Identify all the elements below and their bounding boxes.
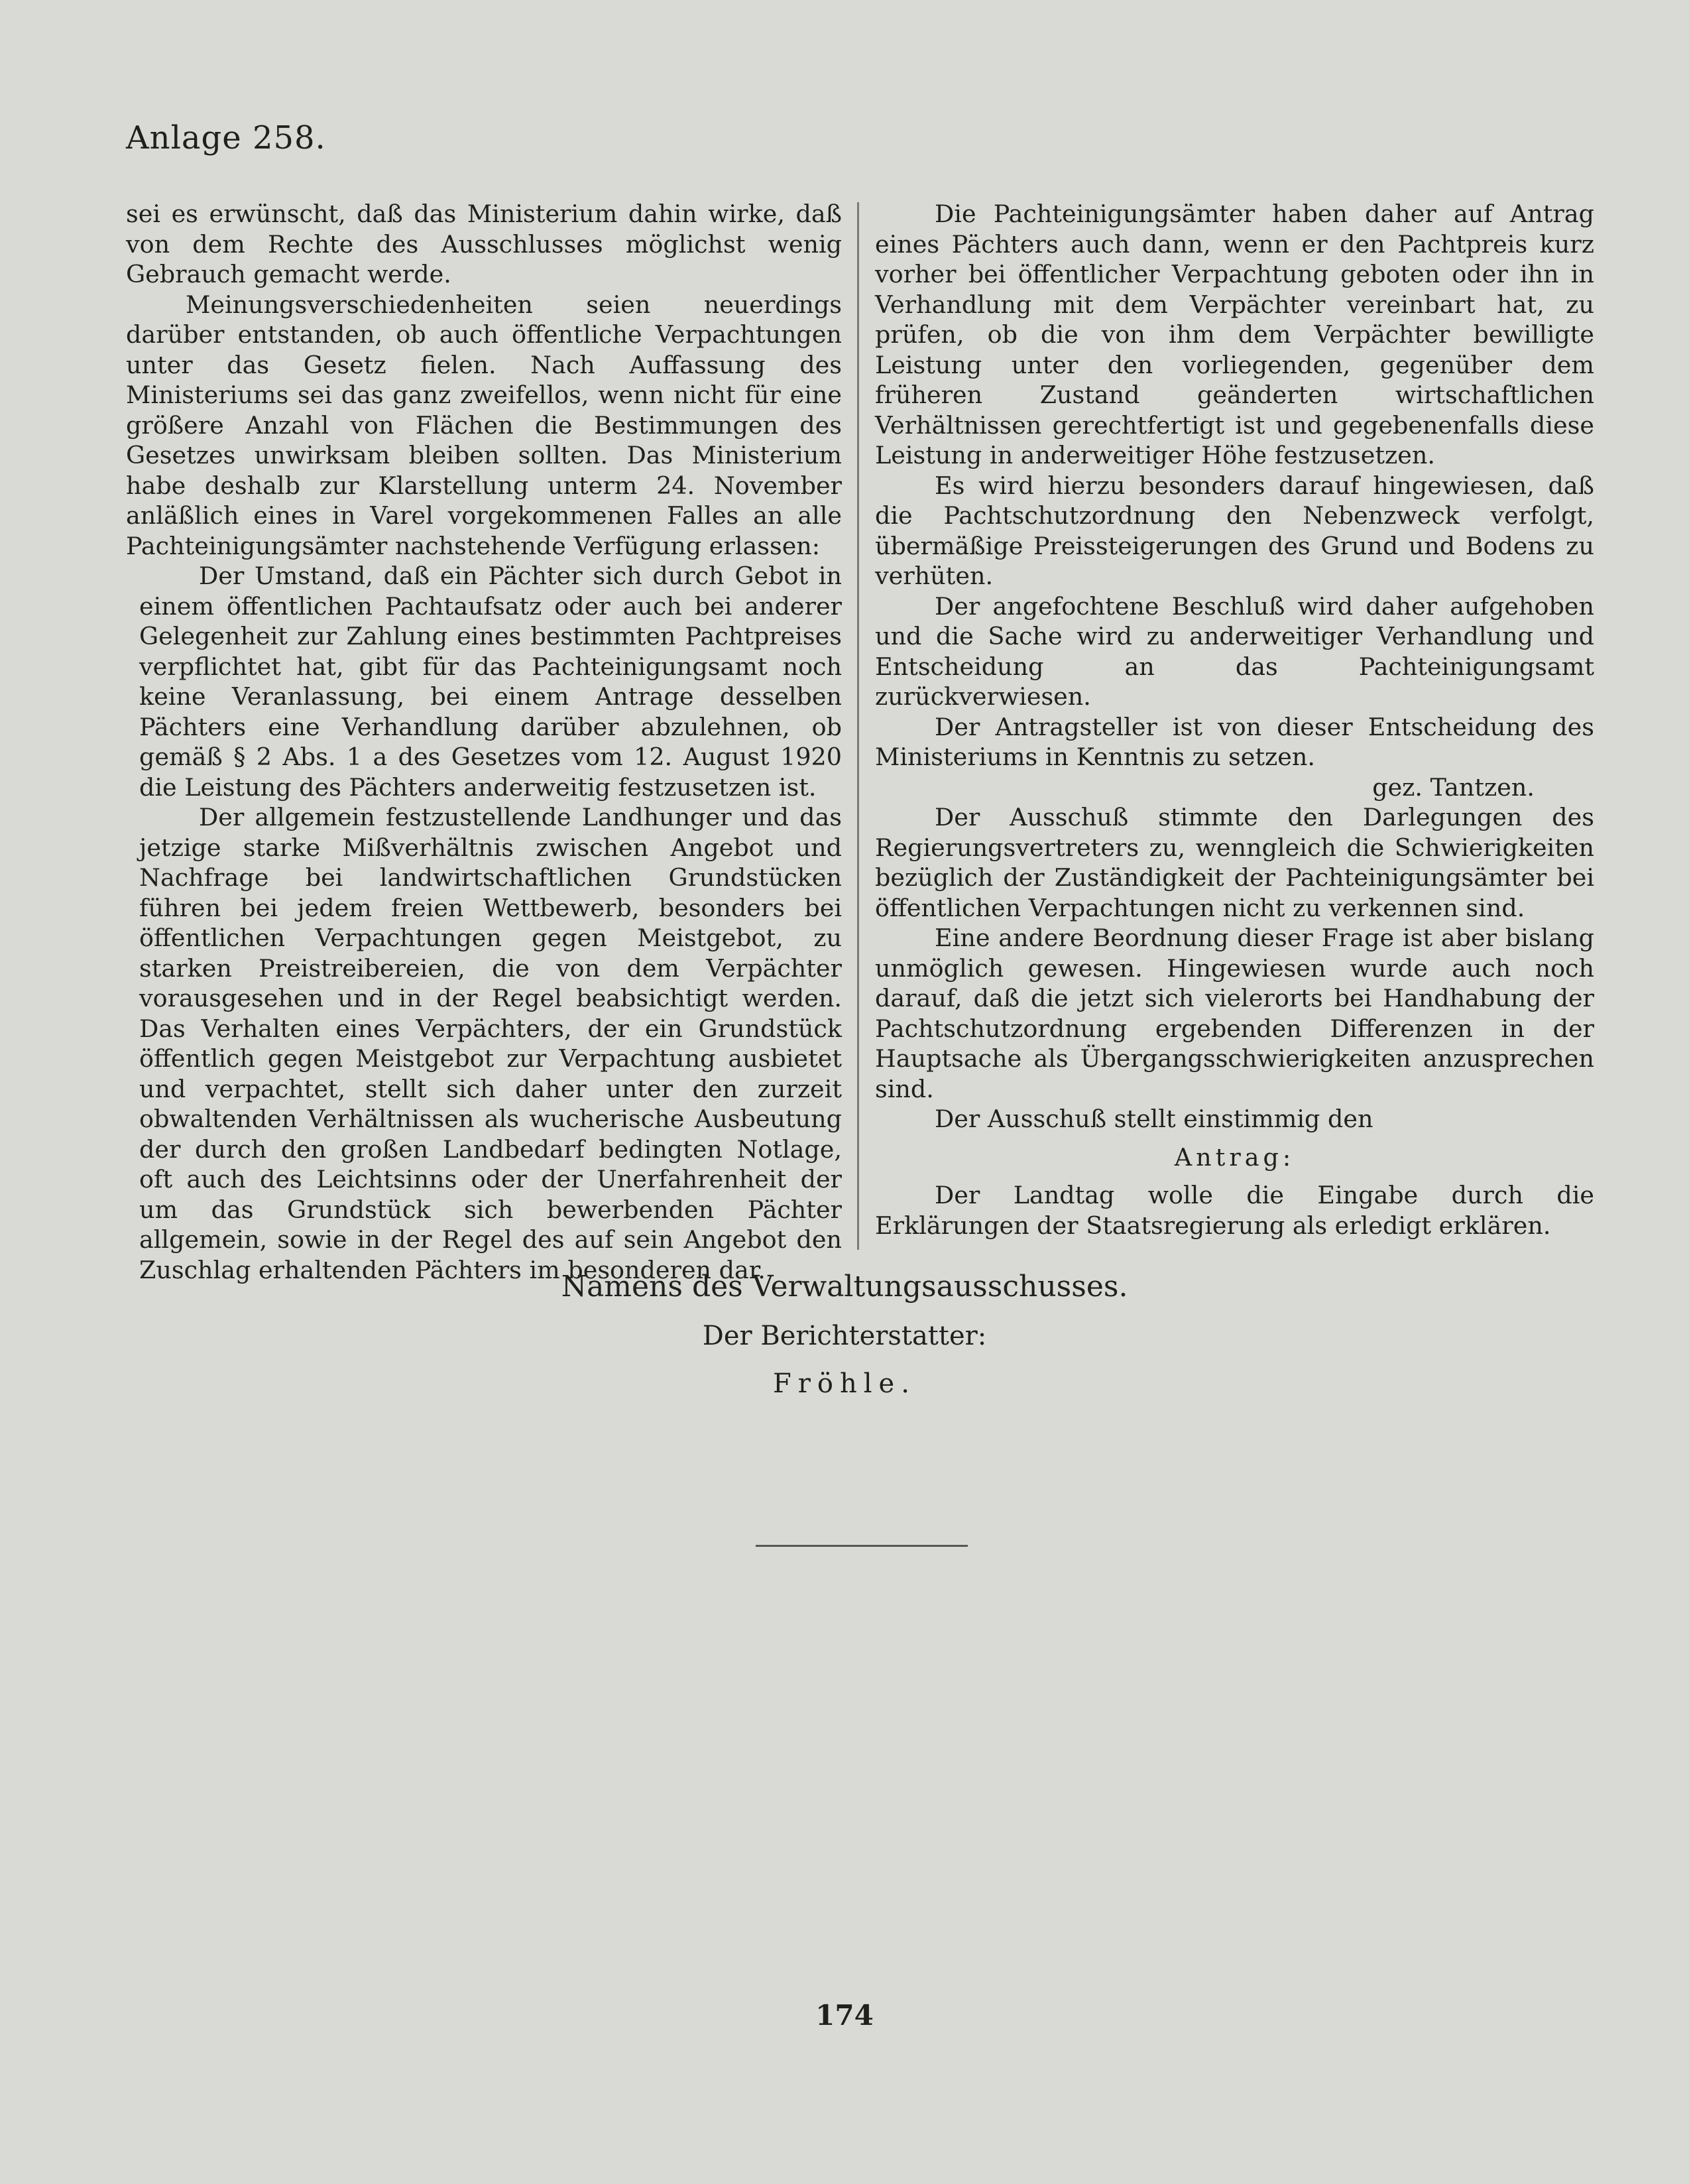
committee-name: Namens des Verwaltungsausschusses.	[561, 1270, 1128, 1304]
paragraph: Es wird hierzu besonders darauf hingewiesen, daß die Pachtschutzordnung den Nebenzweck verfolgt, übermäßige Preissteigerungen des Grund und Bodens zu verhüten.	[875, 471, 1594, 590]
paragraph: Der Ausschuß stimmte den Darlegungen des Regierungsvertreters zu, wenngleich die Schwierigkeiten bezüglich der Zuständigkeit der Pachteinigungsämter bei öffentlichen Verpachtungen nicht zu verkennen sind.	[875, 803, 1594, 922]
right-column	[875, 199, 1594, 1241]
motion-text: Der Landtag wolle die Eingabe durch die Erklärungen der Staatsregierung als erledigt erklären.	[875, 1181, 1594, 1240]
closing-block	[0, 1270, 1689, 1416]
reporter-label: Der Berichterstatter:	[702, 1321, 987, 1351]
paragraph: Der angefochtene Beschluß wird daher aufgehoben und die Sache wird zu anderweitiger Verhandlung und Entscheidung an das Pachteinigungsamt zurückverwiesen.	[875, 591, 1594, 711]
reporter-name: Fröhle.	[773, 1368, 916, 1399]
paragraph: Der Ausschuß stellt einstimmig den	[935, 1105, 1373, 1133]
paragraph: Die Pachteinigungsämter haben daher auf Antrag eines Pächters auch dann, wenn er den Pachtpreis kurz vorher bei öffentlicher Verpachtung geboten oder ihn in Verhandlung mit dem Verpächter vereinbart hat, zu prüfen, ob die von ihm dem Verpächter bewilligte Leistung unter den vorliegenden, gegenüber dem früheren Zustand geänderten wirtschaftlichen Verhältnissen gerechtfertigt ist und gegebenenfalls diese Leistung in anderweitiger Höhe festzusetzen.	[875, 200, 1594, 469]
paragraph: Eine andere Beordnung dieser Frage ist aber bislang unmöglich gewesen. Hingewiesen wurde auch noch darauf, daß die jetzt sich vielerorts bei Handhabung der Pachtschutzordnung ergebenden Differenzen in der Hauptsache als Übergangsschwierigkeiten anzusprechen sind.	[875, 924, 1594, 1103]
page-header: Anlage 258.	[126, 119, 326, 156]
left-column	[126, 199, 842, 1285]
paragraph: Der Antragsteller ist von dieser Entscheidung des Ministeriums in Kenntnis zu setzen.	[875, 712, 1594, 771]
paragraph: sei es erwünscht, daß das Ministerium dahin wirke, daß von dem Rechte des Ausschlusses möglichst wenig Gebrauch gemacht werde.	[126, 200, 842, 288]
signature: gez. Tantzen.	[1372, 772, 1535, 802]
horizontal-rule	[756, 1545, 968, 1547]
motion-heading: Antrag:	[1174, 1142, 1295, 1172]
quoted-paragraph: Der Umstand, daß ein Pächter sich durch Gebot in einem öffentlichen Pachtaufsatz oder auch bei anderer Gelegenheit zur Zahlung eines bestimmten Pachtpreises verpflichtet hat, gibt für das Pachteinigungsamt noch keine Veranlassung, bei einem Antrage desselben Pächters eine Verhandlung darüber abzulehnen, ob gemäß § 2 Abs. 1 a des Gesetzes vom 12. August 1920 die Leistung des Pächters anderweitig festzusetzen ist.	[139, 562, 842, 802]
paragraph: Meinungsverschiedenheiten seien neuerdings darüber entstanden, ob auch öffentliche Verpachtungen unter das Gesetz fielen. Nach Auffassung des Ministeriums sei das ganz zweifellos, wenn nicht für eine größere Anzahl von Flächen die Bestimmungen des Gesetzes unwirksam bleiben sollten. Das Ministerium habe deshalb zur Klarstellung unterm 24. November anläßlich eines in Varel vorgekommenen Falles an alle Pachteinigungsämter nachstehende Verfügung erlassen:	[126, 290, 842, 560]
column-divider	[857, 202, 859, 1250]
page-number: 174	[815, 1999, 874, 2032]
quoted-paragraph: Der allgemein festzustellende Landhunger und das jetzige starke Mißverhältnis zwischen Angebot und Nachfrage bei landwirtschaftlichen Grundstücken führen bei jedem freien Wettbewerb, besonders bei öffentlichen Verpachtungen gegen Meistgebot, zu starken Preistreibereien, die von dem Verpächter vorausgesehen und in der Regel beabsichtigt werden. Das Verhalten eines Verpächters, der ein Grundstück öffentlich gegen Meistgebot zur Verpachtung ausbietet und verpachtet, stellt sich daher unter den zurzeit obwaltenden Verhältnissen als wucherische Ausbeutung der durch den großen Landbedarf bedingten Notlage, oft auch des Leichtsinns oder der Unerfahrenheit der um das Grundstück sich bewerbenden Pächter allgemein, sowie in der Regel des auf sein Angebot den Zuschlag erhaltenden Pächters im besonderen dar.	[139, 803, 842, 1284]
